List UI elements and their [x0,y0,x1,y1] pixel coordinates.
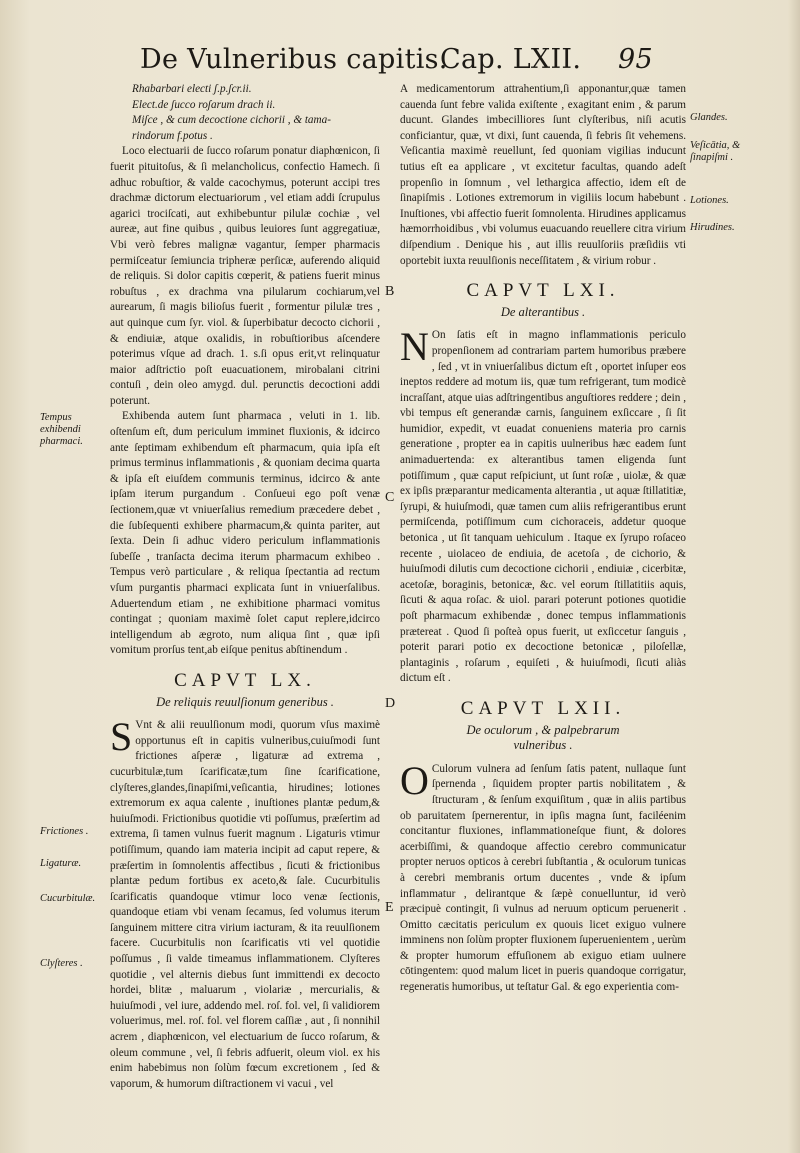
right-column [400,82,686,996]
margin-note-tempus: Tempus exhibendi pharmaci. [40,412,83,447]
prescription-line: rindorum f.potus . [132,129,213,142]
chapter-body [400,757,686,996]
prescription-line: Miʃce , & cum decoctione cichorii , & tama- [132,114,331,127]
chapter-text: Vnt & alii reuulſionum modi, quorum vſus maximè opportunus eſt in capitis vulneribus,cuiuſmodi ſunt frictiones aſperæ , ligaturæ ad extrema , cucurbitulæ,tum ſcarificatæ,tum ſine ſcarificatione, clyſteres,glandes,ſinapiſmi,veſicantia, hirudines; lotiones extremorum ex aqua calente , inuſtiones plantæ pedum,& huiuſmodi. Frictionibus quotidie vti poſſumus, præſertim ad extrema, ſi tamen vulnus fuerit magnum . Ligaturis vtimur potiſſimum, quando iam materia incipit ad caput repere, & præſertim in ſomnolentis affectibus , ſicuti & frictionibus plantæ pedum fortibus ex aceto,& ſale. Cucurbitulis ſcarificatis quandoque vtimur loco venæ ſectionis, quandoque etiam vbi venam ſecamus, ſed volumus iterum ſanguinem mittere citra virium iacturam, & ita reuulſionem facere. Cucurbitulis non ſcarificatis vti vel quotidie poſſumus , ſi valde timeamus inflammationem. Clyſteres quotidie , vel alternis diebus ſunt immittendi ex decocto hordei, blitæ , maluarum , violariæ , mercurialis, & huiuſmodi , vel iure, addendo mel. roſ. fol. vel, ſi validiorem voluerimus, mel. roſ. fol. vel florem caſſiæ , aut , ſi nonnihil acrem , diaphœnicon, vel electuarium de ſucco roſarum, & oleum commune , vel, ſi febris adfuerit, oleum viol. ex his enim habebimus non ſolùm fœcum excretionem , ſed & vaporum, & humorum diſtractionem vi vacui , vel [110,719,380,1090]
chapter-heading: CAPVT LXII. [460,697,626,719]
drop-cap: S [110,714,133,760]
section-letter-c: C [385,490,395,505]
prescription-line: Rhabarbari electi ʃ.p.ʃcr.ii. [132,83,252,95]
chapter-body [110,714,380,1092]
running-chapter: Cap. LXII. [440,44,582,75]
drop-cap: N [400,324,429,370]
prescription-line: Elect.de ʃucco roʃarum drach ii. [132,98,276,111]
margin-note-cucurbitulae: Cucurbitulæ. [40,893,96,904]
page-number: 95 [618,44,653,75]
chapter-heading: CAPVT LXI. [466,280,620,302]
running-title: De Vulneribus capitis. [140,44,448,75]
chapter-heading: CAPVT LX. [174,669,316,691]
margin-note-glandes: Glandes. [690,112,728,123]
section-letter-e: E [385,900,394,915]
chapter-subtitle: De oculorum , & palpebrarum [466,722,620,737]
chapter-text: On ſatis eſt in magno inflammationis periculo propenſionem ad contrariam partem humoribus præbere , ſed , vt in vniuerſalibus dictum eſt , oportet inſuper eos ineptos reddere ad motum iis, quæ tum refrigerant, tum modicè incraſſant, atque uias adſtringentibus anguſtiores reddere ; dein , vbi tempus eſt generandæ carnis, ſanguinem exſiccare , ſi ſit humidior, expedit, vt euadat conueniens materia pro carnis generatione , propter ea in capitis uulneribus hæc eadem ſunt animaduertenda: ex alterantibus tamen eligenda ſunt potiſſimum , quæ caput reſpiciunt, ut ſunt roſæ , uiolæ, & quæ ex ipſis præparantur medicamenta alterantia , ut aquæ ſtillatitiæ, ſyrupi, & huiuſmodi, quæ tamen cum aliis refrigerantibus erunt permiſcenda, potiſſimum cum cichoraceis, addetur quoque betonica , ut ſit tanquam uehiculum . Itaque ex ſyrupo roſaceo recente , uiolaceo de endiuia, de acetoſa , de cichorio, & huiuſmodi dilutis cum decoctione cichorii , endiuiæ , cicerbitæ, acetoſæ, boraginis, betonicæ, &c. vel eorum ſtillatitiis aquis, ſicuti & aqua roſac. & uiol. parari poterunt potiones quotidie poſt pharmacum exhibendæ , donec tempus inflammationis prætereat . Quod ſi poſteà opus fuerit, ut exſiccetur ſanguis , poterit parari potio ex decoctione betonicæ , piloſellæ, plantaginis , roſarum , equiſeti , & huiuſmodi, ſicuti aliàs dictum eſt . [400,329,686,685]
margin-note-hirudines: Hirudines. [690,222,735,233]
margin-note-lotiones: Lotiones. [690,195,729,206]
chapter-subtitle-line2: vulneribus . [513,738,573,753]
section-letter-b: B [385,284,395,299]
paragraph: A medicamentorum attrahentium,ſi apponantur,quæ tamen cauenda ſunt febre valida exiſtente , exagitant enim , & parum ducunt. Glandes imbecilliores ſunt clyſteribus, niſi acutis conficiantur, quæ, vt dixi, ſunt cauenda, ſi febris ſit vehemens. Veſicantia maximè reuellunt, ſed quoniam vigilias inducunt tutius eſt ea applicare , vt excitetur facultas, quando adeſt propenſio in ſomnum , vel lethargica affectio, idem eſt de ſinapiſmis . Lotiones extremorum in vigiliis locum habebunt . Inuſtiones, vbi affectio fuerit ſomnolenta. Hirudines applicamus hæmorrhoidibus , vbi volumus euacuando reuellere citra virium diſpendium . Denique his , aut illis reuulſoriis præſidiis vti oportebit iuxta reuulſionis neceſſitatem , & virium robur . [400,83,686,267]
margin-note-vesicantia: Veſicātia, & ſinapiſmi . [690,140,741,163]
chapter-subtitle: De reliquis reuulſionum generibus . [156,694,334,709]
chapter-subtitle: De alterantibus . [500,304,586,319]
paragraph: Loco electuarii de ſucco roſarum ponatur diaphœnicon, ſi fuerit pituitoſus, & ſi melancholicus, confectio Hamech. ſi adhuc robuſtior, & valde cacochymus, poterunt accipi tres drachmæ dictorum electuariorum , vel etiam addi ſcrupulus agarici trociſcati, aut exhibebuntur pilulæ cochiæ , vel aureæ, aut fine quibus , quibus leuiores ſunt aggregatiuæ, Vbi verò febres malignæ vagantur, ſemper pharmacis permiſceatur ſemiuncia tripheræ perſicæ, auferendo aliquid de reliquis. Si dolor capitis cœperit, & patiens fuerit minus robuſtus , ex drachma vna pilularum cochiarum,vel aurearum, ſi magis bilioſus fuerit , formentur pilulæ tres , aut quinque cum ſyr. viol. & ſuperbibatur decocto cichorii , & endiuiæ, atque oxalidis, in robuſtioribus aſcendere poterimus vſque ad drach. 1. s.ſi opus erit,vt relinquatur maior adſtrictio poſt euacuationem, mirobalani citrini contuſi , dein oleo amygd. dul. perunctis decoctioni addi poterunt. [110,145,380,407]
running-head [140,44,700,78]
paragraph: Exhibenda autem ſunt pharmaca , veluti in 1. lib. oſtenſum eſt, dum periculum imminet fluxionis, & idcirco ante ſeptimam exhibendum eſt pharmacum, quia ipſa eſt primus terminus inflammationis , & quoniam decima quarta & ipſa eſt eiuſdem communis terminus, idcirco & ante ipſam iterum purgandum . Conſueui ego poſt venæ ſectionem,quæ vt vniuerſalius remedium præcedere debet , die ſubſequenti exhibere pharmacum,& quinta pariter, aut ſexta. Dein ſi adhuc videro periculum inflammationis ſubeſſe , tranſacta decima iterum pharmacum exhibeo . Tempus verò particulare , & reliqua ſpectantia ad rectum vſum purgantis pharmaci explicata ſunt in vniuerſalibus. Aduertendum etiam , ne exhibitione pharmaci vomitus contingat ; quoniam maximè ſolet caput replere,idcirco intelligendum ab ægroto, num aliqua ſint , quæ ipſi vomitum prorſus tent,ab eiſque penitus abſtinendum . [110,410,380,657]
page-edge-shadow [788,0,800,1153]
drop-cap: O [400,757,429,803]
margin-note-ligaturae: Ligaturæ. [40,858,82,869]
margin-note-frictiones: Frictiones . [40,826,89,837]
chapter-body [400,324,686,687]
margin-note-clysteres: Clyſteres . [40,958,83,969]
chapter-text: Culorum vulnera ad ſenſum ſatis patent, nullaque ſunt ſpernenda , ſiquidem propter partis nobilitatem , & ſtructuram , & ſenſum exquiſitum , quæ in aliis partibus ob paruitatem ſpernerentur, in ipſis magna ſunt, faciléenim concitantur fluxiones, inflammationeſque fiunt, & dolores acerbiſſimi, & quandoque affectio cerebro communicatur propter neruos opticos à cerebri ſubſtantia , & oculorum tunicas à cerebri membranis ortum ducentes , vnde & ipſum inflammatur , delirantque & ſæpè conuelluntur, id verò præcipuè contingit, ſi vulnus ad neruum opticum peruenerit . Omitto cæcitatis periculum ex quouis licet exiguo vulnere imminens non ſolùm propter fluxionem ſuperuenientem , uerùm & propter humorum effuſionem ab exiguo etiam uulnere cōtingentem: quod malum licet in pueris quandoque corrigatur, regeneratis humoribus, ut teſtatur Gal. & ego experientia com- [400,762,686,994]
left-column [110,82,380,1092]
section-letter-d: D [385,696,396,711]
